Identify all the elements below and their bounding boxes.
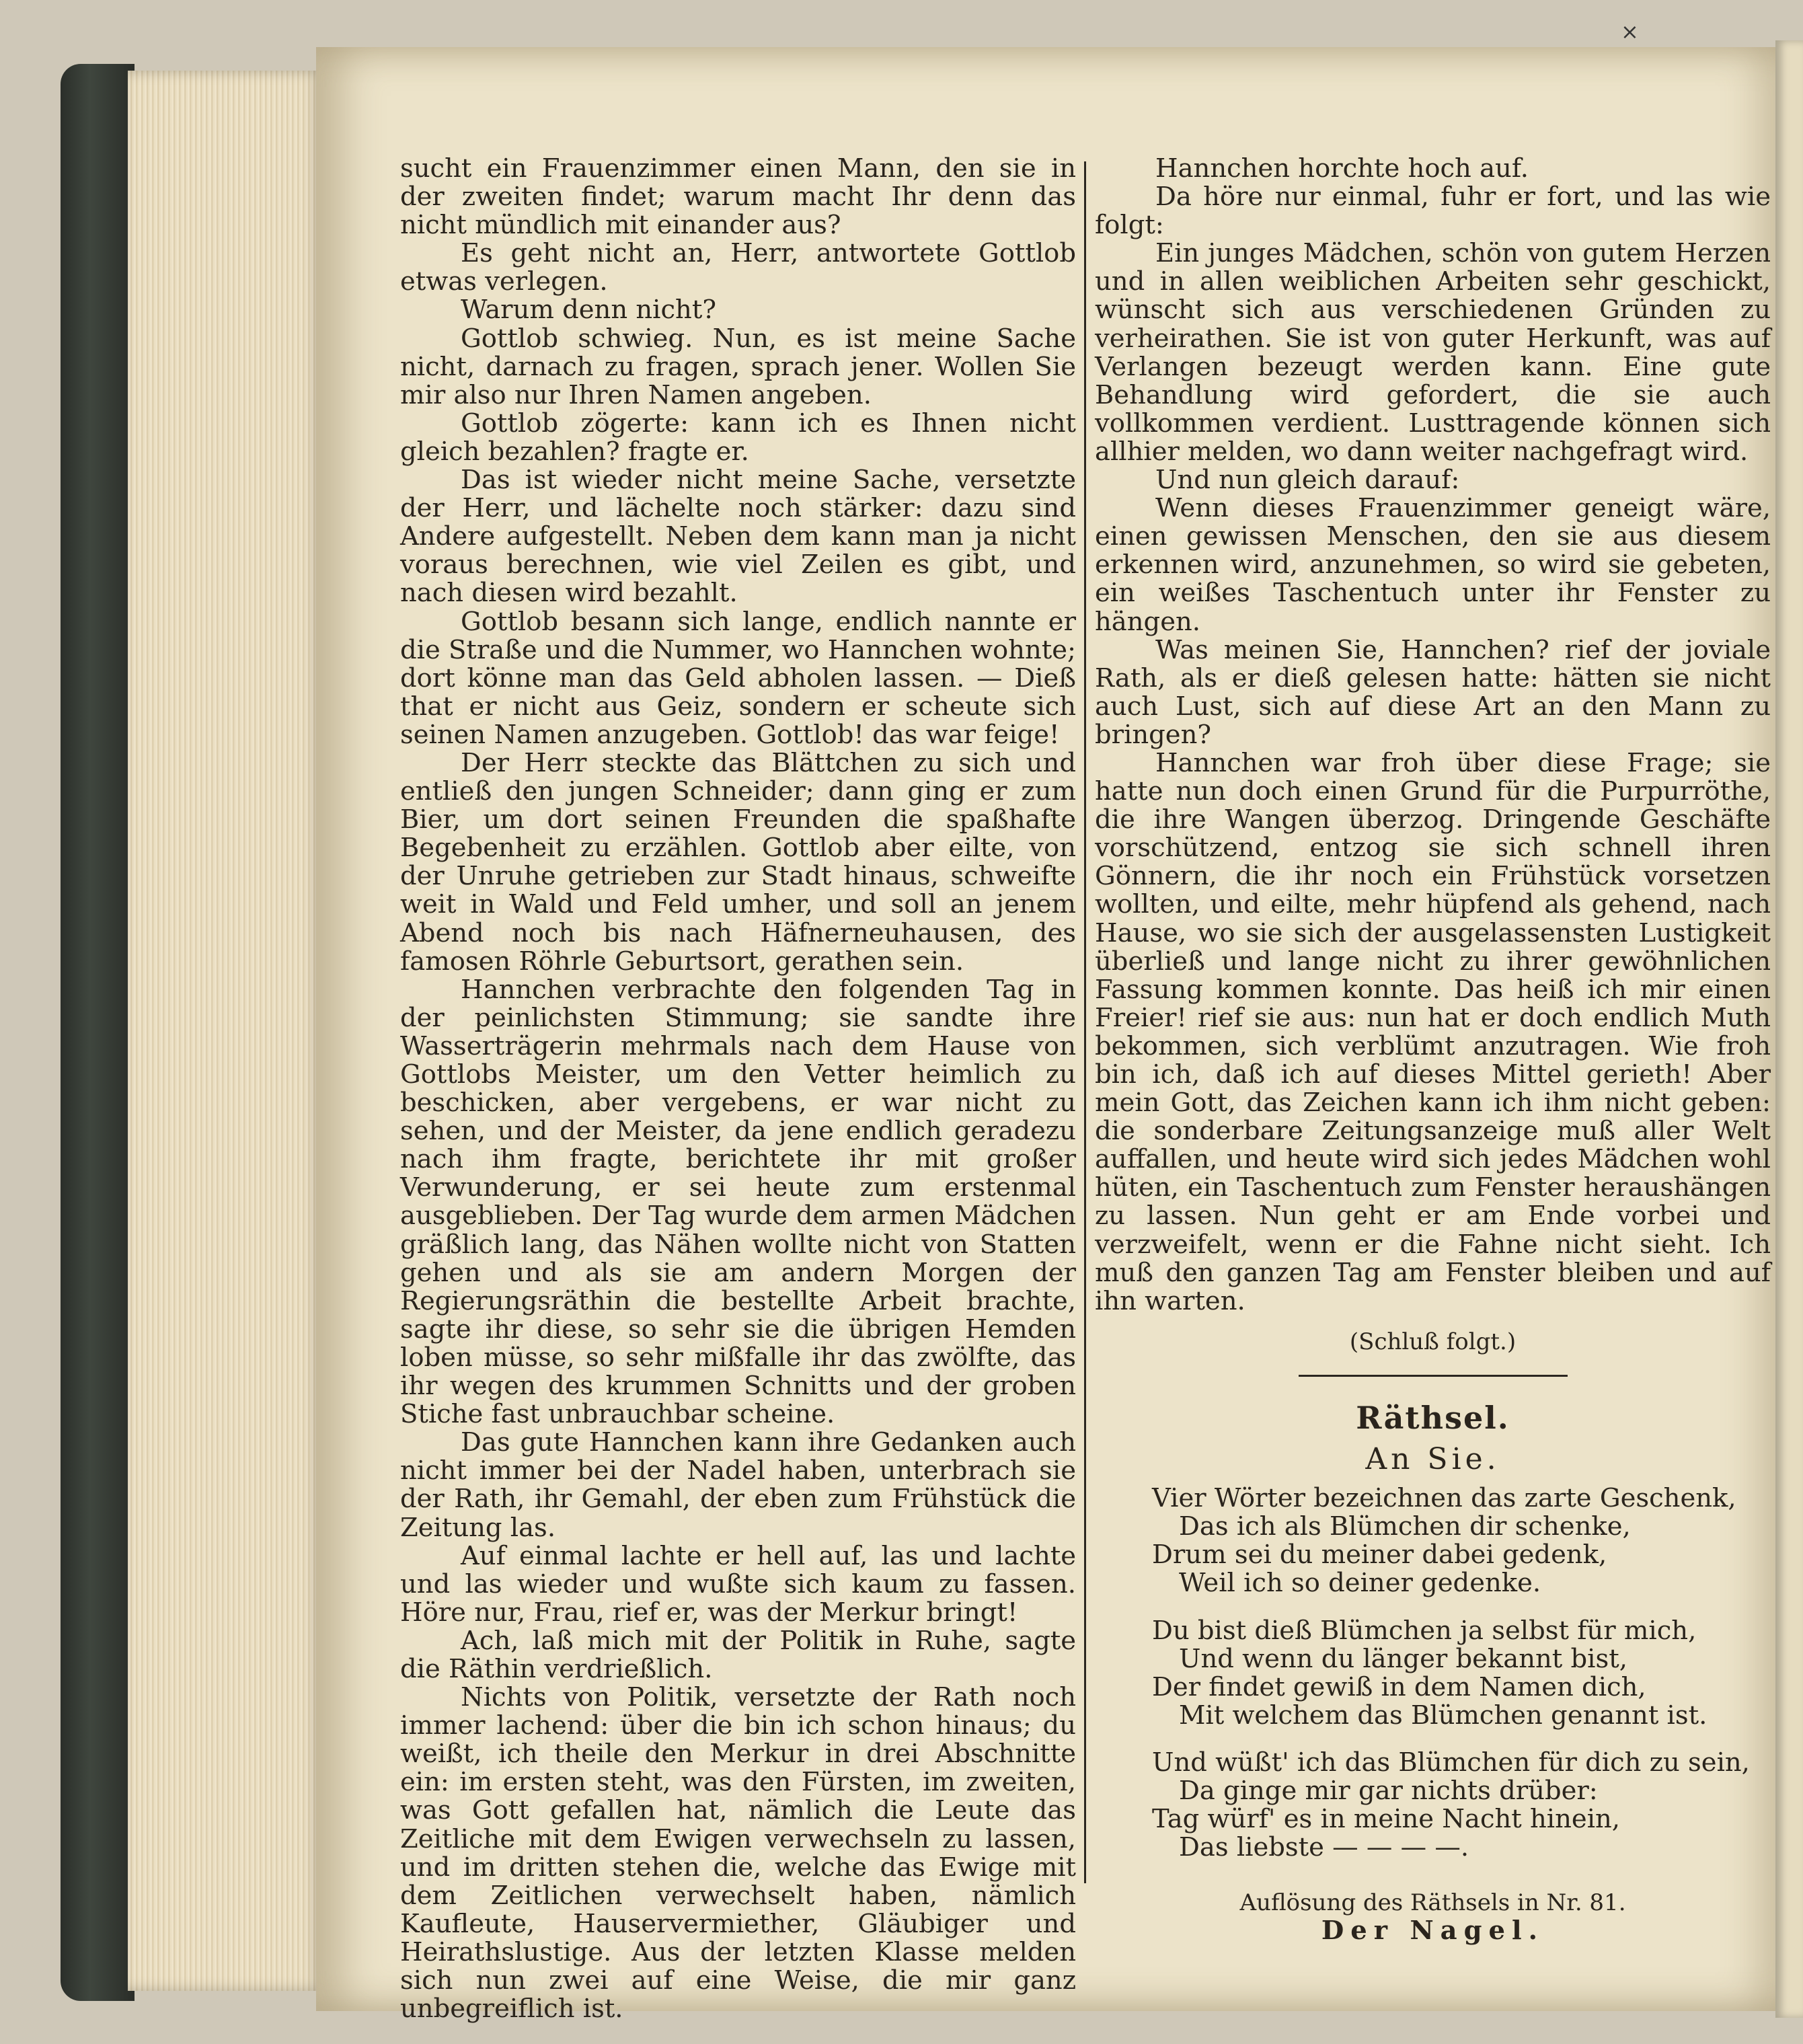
book-cover-edge [61, 64, 135, 2001]
paragraph: Ein junges Mädchen, schön von gutem Herzen und in allen weiblichen Arbeiten sehr geschickt, wünscht sich aus verschiedenen Gründen zu verheirathen. Sie ist von guter Herkunft, was auf Verlangen bezeugt werden kann. Eine gute Behandlung wird gefordert, die sie auch vollkommen verdient. Lusttragende können sich allhier melden, wo dann weiter nachgefragt wird. [1095, 238, 1771, 467]
paragraph: Da höre nur einmal, fuhr er fort, und las wie folgt: [1095, 182, 1771, 241]
verse-line: Drum sei du meiner dabei gedenk, [1152, 1540, 1607, 1570]
riddle-stanza [1152, 1749, 1771, 1862]
verse-line: Und wüßt' ich das Blümchen für dich zu sein, [1152, 1747, 1750, 1778]
paragraph: Gottlob zögerte: kann ich es Ihnen nicht gleich bezahlen? fragte er. [400, 408, 1076, 467]
paragraph: Das ist wieder nicht meine Sache, versetzte der Herr, und lächelte noch stärker: dazu sind Andere aufgestellt. Neben dem kann man ja nicht voraus berechnen, wie viel Zeilen es gibt, und nach diesen wird bezahlt. [400, 465, 1076, 609]
paragraph: Gottlob schwieg. Nun, es ist meine Sache nicht, darnach zu fragen, sprach jener. Wollen Sie mir also nur Ihren Namen angeben. [400, 323, 1076, 410]
facing-page-edge [1775, 40, 1803, 2018]
solution-label: Auflösung des Räthsels in Nr. 81. [1239, 1889, 1626, 1917]
paragraph: Der Herr steckte das Blättchen zu sich und entließ den jungen Schneider; dann ging er zum Bier, um dort seinen Freunden die spaßhafte Begebenheit zu erzählen. Gottlob aber eilte, von der Unruhe getrieben zur Stadt hinaus, schweifte weit in Wald und Feld umher, und soll an jenem Abend noch bis nach Häfnerneuhausen, des famosen Röhrle Geburtsort, gerathen sein. [400, 747, 1076, 977]
verse-line: Das ich als Blümchen dir schenke, [1179, 1511, 1631, 1542]
page-stack-edge [128, 71, 323, 1991]
section-rule [1299, 1375, 1568, 1377]
riddle-stanza [1152, 1484, 1771, 1597]
verse-line: Du bist dieß Blümchen ja selbst für mich, [1152, 1615, 1697, 1646]
paragraph: Hannchen horchte hoch auf. [1155, 153, 1529, 184]
column-divider [1084, 161, 1086, 1883]
verse-line: Da ginge mir gar nichts drüber: [1179, 1775, 1598, 1806]
paragraph: Was meinen Sie, Hannchen? rief der joviale Rath, als er dieß gelesen hatte: hätten sie nicht auch Lust, sich auf diese Art an den Mann zu bringen? [1095, 634, 1771, 750]
left-column [400, 155, 1076, 2023]
verse-line: Mit welchem das Blümchen genannt ist. [1179, 1700, 1708, 1731]
paragraph: Hannchen verbrachte den folgenden Tag in der peinlichsten Stimmung; sie sandte ihre Wasserträgerin mehrmals nach dem Hause von Gottlobs Meister, um den Vetter heimlich zu beschicken, aber vergebens, er war nicht zu sehen, und der Meister, da jene endlich geradezu nach ihm fragte, berichtete ihr mit großer Verwunderung, er sei heute zum erstenmal ausgeblieben. Der Tag wurde dem armen Mädchen gräßlich lang, das Nähen wollte nicht von Statten gehen und als sie am andern Morgen der Regierungsräthin die bestellte Arbeit brachte, sagte ihr diese, so sehr sie die übrigen Hemden loben müsse, so sehr mißfalle ihr das zwölfte, das ihr wegen des krummen Schnitts und der groben Stiche fast unbrauchbar scheine. [400, 974, 1076, 1430]
riddle-subtitle: An Sie. [1365, 1442, 1500, 1477]
corner-mark-icon: × [1621, 19, 1639, 44]
verse-line: Der findet gewiß in dem Namen dich, [1152, 1671, 1646, 1702]
verse-line: Vier Wörter bezeichnen das zarte Geschenk, [1152, 1483, 1736, 1514]
paragraph: Und nun gleich darauf: [1155, 465, 1460, 496]
verse-line: Das liebste — — — —. [1179, 1832, 1469, 1863]
paragraph: Nichts von Politik, versetzte der Rath noch immer lachend: über die bin ich schon hinaus; du weißt, ich theile den Merkur in drei Abschnitte ein: im ersten steht, was den Fürsten, im zweiten, was Gott gefallen hat, nämlich die Leute das Zeitliche mit dem Ewigen verwechseln zu lassen, und im dritten stehen die, welche das Ewige mit dem Zeitlichen verwechselt haben, nämlich Kaufleute, Hauservermiether, Gläubiger und Heirathslustige. Aus der letzten Klasse melden sich nun zwei auf eine Weise, die mir ganz unbegreiflich ist. [400, 1682, 1076, 2024]
paragraph: Wenn dieses Frauenzimmer geneigt wäre, einen gewissen Menschen, den sie aus diesem erkennen wird, anzunehmen, so wird sie gebeten, ein weißes Taschentuch unter ihr Fenster zu hängen. [1095, 493, 1771, 637]
paragraph: Es geht nicht an, Herr, antwortete Gottlob etwas verlegen. [400, 238, 1076, 297]
verse-line: Weil ich so deiner gedenke. [1179, 1568, 1541, 1599]
riddle-title: Räthsel. [1356, 1399, 1510, 1436]
paragraph: Ach, laß mich mit der Politik in Ruhe, sagte die Räthin verdrießlich. [400, 1625, 1076, 1684]
riddle-stanza [1152, 1617, 1771, 1730]
continued-note: (Schluß folgt.) [1349, 1328, 1517, 1355]
paragraph: sucht ein Frauenzimmer einen Mann, den sie in der zweiten findet; warum macht Ihr denn das nicht mündlich mit einander aus? [400, 153, 1076, 241]
paragraph: Das gute Hannchen kann ihre Gedanken auch nicht immer bei der Nadel haben, unterbrach sie der Rath, ihr Gemahl, der eben zum Frühstück die Zeitung las. [400, 1427, 1076, 1543]
verse-line: Tag würf' es in meine Nacht hinein, [1152, 1804, 1621, 1835]
right-column [1095, 155, 1771, 1945]
solution-answer: Der Nagel. [1321, 1916, 1545, 1946]
paragraph: Auf einmal lachte er hell auf, las und lachte und las wieder und wußte sich kaum zu fassen. Höre nur, Frau, rief er, was der Merkur bringt! [400, 1540, 1076, 1628]
paragraph: Gottlob besann sich lange, endlich nannte er die Straße und die Nummer, wo Hannchen wohnte; dort könne man das Geld abholen lassen. — Dieß that er nicht aus Geiz, sondern er scheute sich seinen Namen anzugeben. Gottlob! das war feige! [400, 606, 1076, 750]
paragraph: Warum denn nicht? [461, 295, 716, 326]
paragraph: Hannchen war froh über diese Frage; sie hatte nun doch einen Grund für die Purpurröthe, die ihre Wangen überzog. Dringende Geschäfte vorschützend, entzog sie sich schnell ihren Gönnern, die ihr noch ein Frühstück vorsetzen wollten, und eilte, mehr hüpfend als gehend, nach Hause, wo sie sich der ausgelassensten Lustigkeit überließ und lange nicht zu ihrer gewöhnlichen Fassung kommen konnte. Das heiß ich mir einen Freier! rief sie aus: nun hat er doch endlich Muth bekommen, sich verblümt anzutragen. Wie froh bin ich, daß ich auf dieses Mittel gerieth! Aber mein Gott, das Zeichen kann ich ihm nicht geben: die sonderbare Zeitungsanzeige muß aller Welt auffallen, und heute wird sich jedes Mädchen wohl hüten, ein Taschentuch zum Fenster heraushängen zu lassen. Nun geht er am Ende vorbei und verzweifelt, wenn er die Fahne nicht sieht. Ich muß den ganzen Tag am Fenster bleiben und auf ihn warten. [1095, 747, 1771, 1316]
verse-line: Und wenn du länger bekannt bist, [1179, 1643, 1627, 1674]
